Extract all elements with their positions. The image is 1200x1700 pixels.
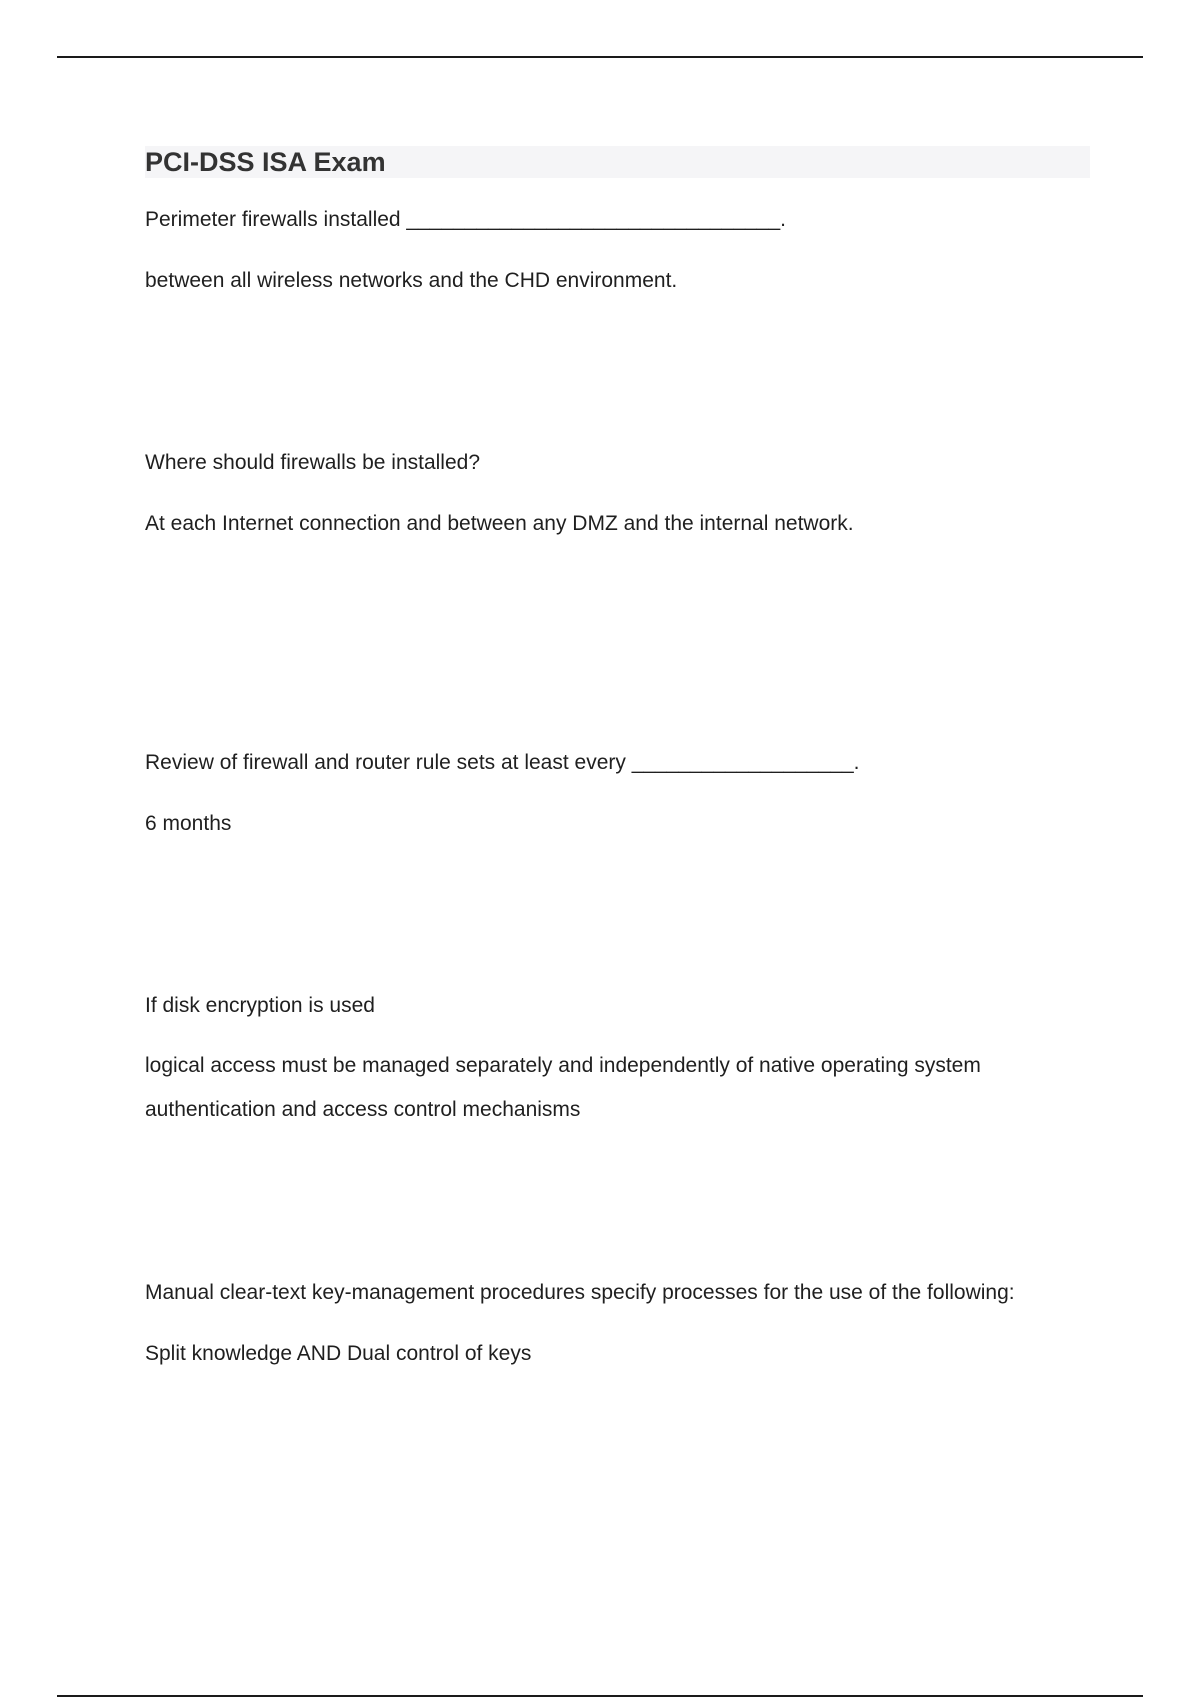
question-3: Review of firewall and router rule sets at least every ___________________. xyxy=(145,751,860,774)
answer-5: Split knowledge AND Dual control of keys xyxy=(145,1342,532,1365)
answer-1: between all wireless networks and the CHD environment. xyxy=(145,269,678,292)
footer-rule xyxy=(57,1695,1143,1697)
answer-3: 6 months xyxy=(145,812,232,835)
question-5: Manual clear-text key-management procedures specify processes for the use of the following: xyxy=(145,1281,1015,1304)
answer-2: At each Internet connection and between any DMZ and the internal network. xyxy=(145,512,854,535)
document-title: PCI-DSS ISA Exam xyxy=(145,147,386,177)
answer-4: logical access must be managed separately and independently of native operating system authentication and access control mechanisms xyxy=(145,1054,981,1121)
question-2: Where should firewalls be installed? xyxy=(145,451,481,474)
question-1: Perimeter firewalls installed ________________________________. xyxy=(145,208,786,231)
header-rule xyxy=(57,56,1143,58)
question-4: If disk encryption is used xyxy=(145,994,375,1017)
